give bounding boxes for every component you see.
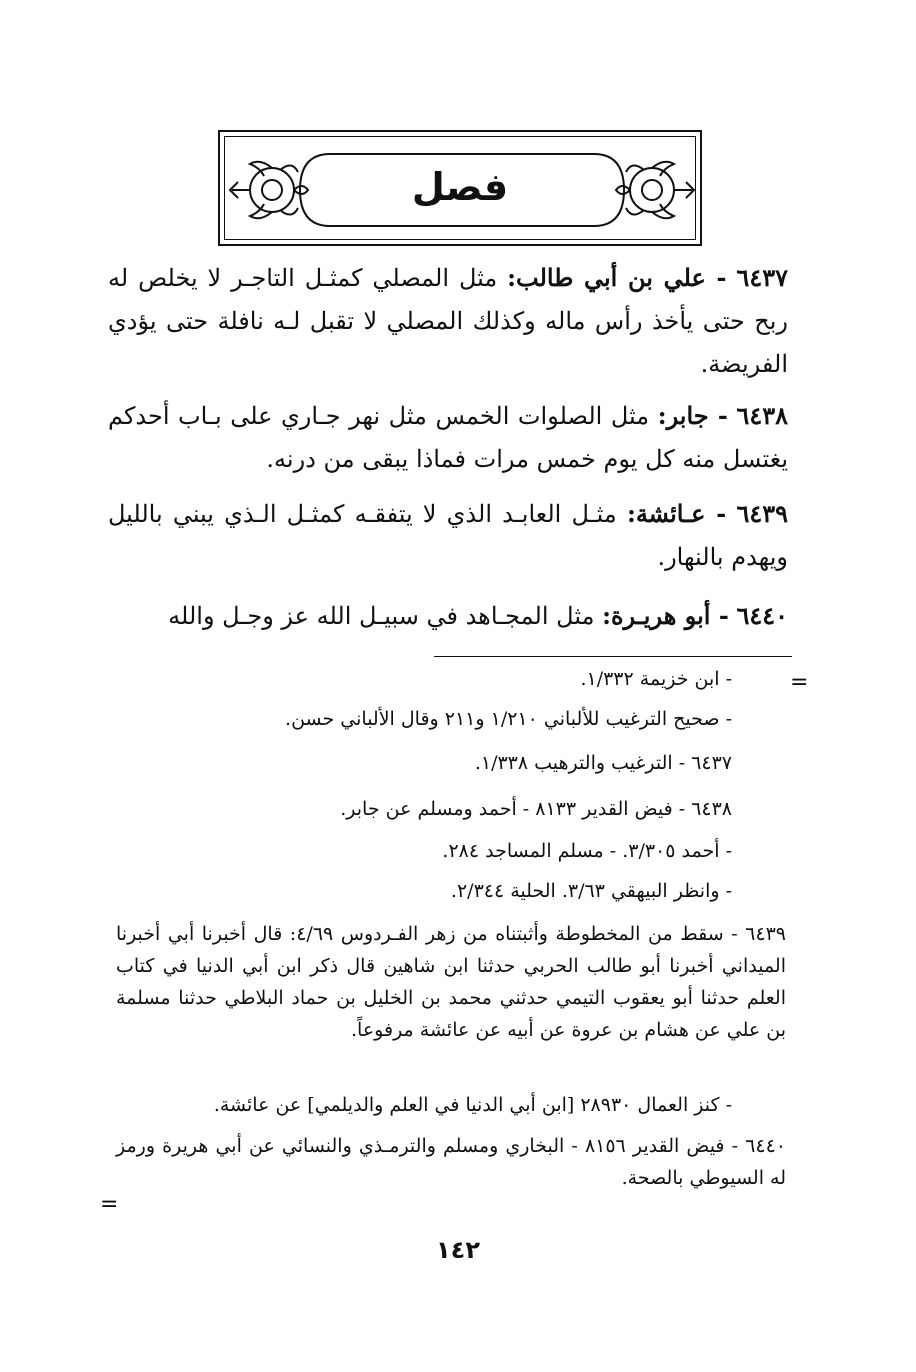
footnote-line: ٦٤٣٨ - فيض القدير ٨١٣٣ - أحمد ومسلم عن جابر. — [340, 798, 732, 820]
hadith-entry: ٦٤٣٨ - جابر: مثل الصلوات الخمس مثل نهر جـاري على بـاب أحدكم يغتسل منه كل يوم خمس مرات فماذا يبقى من درنه. — [108, 401, 788, 473]
hadith-text: مثل الصلوات الخمس مثل نهر جـاري على بـاب أحدكم يغتسل منه كل يوم خمس مرات فماذا يبقى من درنه. — [108, 402, 788, 473]
footnote-divider — [434, 656, 792, 657]
page-number: ١٤٢ — [436, 1236, 480, 1264]
footnote-line: - صحيح الترغيب للألباني ١/٢١٠ و٢١١ وقال الألباني حسن. — [285, 708, 732, 730]
footnote-line: ٦٤٣٧ - الترغيب والترهيب ١/٣٣٨. — [474, 752, 732, 774]
hadith-number: ٦٤٣٩ — [736, 499, 788, 528]
continuation-mark: = — [100, 1192, 119, 1217]
hadith-entry: ٦٤٣٧ - علي بن أبي طالب: مثل المصلي كمثـل التاجـر لا يخلص له ربح حتى يأخذ رأس ماله وكذلك المصلي لا تقبل لـه نافلة حتى يؤدي الفريضة. — [108, 263, 788, 378]
hadith-narrator: أبو هريـرة: — [602, 601, 711, 630]
right-flourish-icon — [616, 162, 694, 219]
hadith-narrator: علي بن أبي طالب: — [507, 263, 706, 292]
hadith-entry: ٦٤٣٩ - عـائشة: مثـل العابـد الذي لا يتفقـه كمثـل الـذي يبني بالليل ويهدم بالنهار. — [108, 499, 788, 571]
hadith-text: مثل المصلي كمثـل التاجـر لا يخلص له ربح حتى يأخذ رأس ماله وكذلك المصلي لا تقبل لـه نافلة حتى يؤدي الفريضة. — [108, 264, 788, 378]
footnote-line: - أحمد ٣/٣٠٥. - مسلم المساجد ٢٨٤. — [442, 840, 732, 862]
hadith-number: ٦٤٤٠ — [736, 601, 788, 630]
hadith-entry: ٦٤٤٠ - أبو هريـرة: مثل المجـاهد في سبيـل الله عز وجـل والله — [168, 601, 788, 630]
hadith-narrator: جابر: — [657, 401, 709, 430]
hadith-number: ٦٤٣٨ — [736, 401, 788, 430]
footnote-line: - كنز العمال ٢٨٩٣٠ [ابن أبي الدنيا في العلم والديلمي] عن عائشة. — [213, 1094, 732, 1116]
footnote-line: - ابن خزيمة ١/٣٣٢. — [580, 668, 732, 690]
hadith-number: ٦٤٣٧ — [736, 263, 788, 292]
footnote-line: - وانظر البيهقي ٣/٦٣. الحلية ٢/٣٤٤. — [450, 880, 732, 902]
hadith-text: مثـل العابـد الذي لا يتفقـه كمثـل الـذي يبني بالليل ويهدم بالنهار. — [108, 500, 788, 571]
hadith-narrator: عـائشة: — [626, 499, 706, 528]
footnote-paragraph: ٦٤٣٩ - سقط من المخطوطة وأثبتناه من زهر الفـردوس ٤/٦٩: قال أخبرنا أبي أخبرنا الميداني أخبرنا أبو طالب الحربي حدثنا ابن شاهين قال ذكر ابن أبي الدنيا في كتاب العلم حدثنا أبو يعقوب التيمي حدثني محمد بن الخليل بن حماد البلاطي حدثنا مسلمة بن علي عن هشام بن عروة عن أبيه عن عائشة مرفوعاً. — [116, 923, 786, 1041]
continuation-mark: = — [790, 670, 809, 695]
section-title: فصل — [411, 165, 509, 209]
footnote-paragraph: ٦٤٤٠ - فيض القدير ٨١٥٦ - البخاري ومسلم والترمـذي والنسائي عن أبي هريرة ورمز له السيوطي بالصحة. — [116, 1135, 786, 1189]
hadith-text: مثل المجـاهد في سبيـل الله عز وجـل والله — [168, 602, 595, 630]
left-flourish-icon — [230, 162, 308, 219]
